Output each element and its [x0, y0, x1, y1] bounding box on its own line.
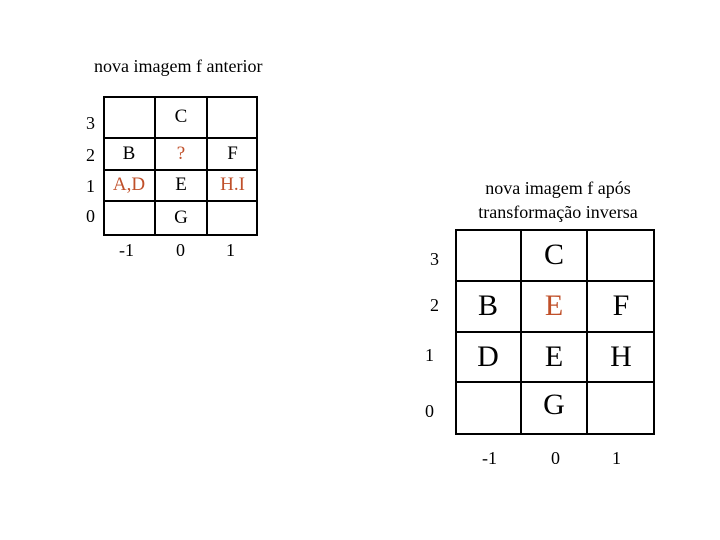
grid-after-x-label: 0 [551, 448, 560, 468]
grid-before-y-label: 1 [86, 176, 95, 196]
grid-after-y-label: 1 [425, 345, 434, 365]
cell-after-r2-cm1: B [477, 289, 498, 322]
cell-after-r1-cm1: D [477, 339, 499, 373]
cell-after-r0-c0: G [543, 387, 565, 421]
grid-before [103, 96, 258, 236]
cell-before-r3-c0: C [174, 106, 188, 127]
grid-before-x-label: -1 [119, 240, 134, 260]
cell-after-r2-c1: F [612, 289, 630, 322]
grid-after-y-label: 2 [430, 295, 439, 315]
cell-after-r2-c0: E [544, 289, 564, 322]
cell-before-r1-c1: H.I [220, 173, 245, 195]
cell-before-r2-c0: ? [176, 142, 186, 164]
cell-before-r1-c0: E [175, 173, 187, 195]
cell-before-r0-c0: G [174, 207, 188, 228]
grid-after [455, 229, 655, 435]
cell-before-r1-cm1: A,D [112, 173, 146, 195]
cell-before-r2-c1: F [227, 142, 238, 164]
grid-after-x-label: -1 [482, 448, 497, 468]
grid-before-y-label: 2 [86, 145, 95, 165]
grid-after-y-label: 0 [425, 401, 434, 421]
grid-before-title: nova imagem f anterior [94, 56, 263, 76]
cell-after-r3-c0: C [543, 238, 564, 271]
cell-after-r1-c1: H [610, 339, 632, 373]
grid-after-y-label: 3 [430, 249, 439, 269]
grid-after-title-line1: nova imagem f após [485, 178, 631, 198]
cell-before-r2-cm1: B [122, 142, 136, 164]
grid-before-y-label: 3 [86, 113, 95, 133]
grid-after-x-label: 1 [612, 448, 621, 468]
cell-after-r1-c0: E [544, 339, 564, 373]
grid-after-title-line2: transformação inversa [478, 202, 638, 222]
grid-before-x-label: 0 [176, 240, 185, 260]
grid-before-x-label: 1 [226, 240, 235, 260]
grid-after-title [463, 176, 653, 224]
grid-before-y-label: 0 [86, 206, 95, 226]
